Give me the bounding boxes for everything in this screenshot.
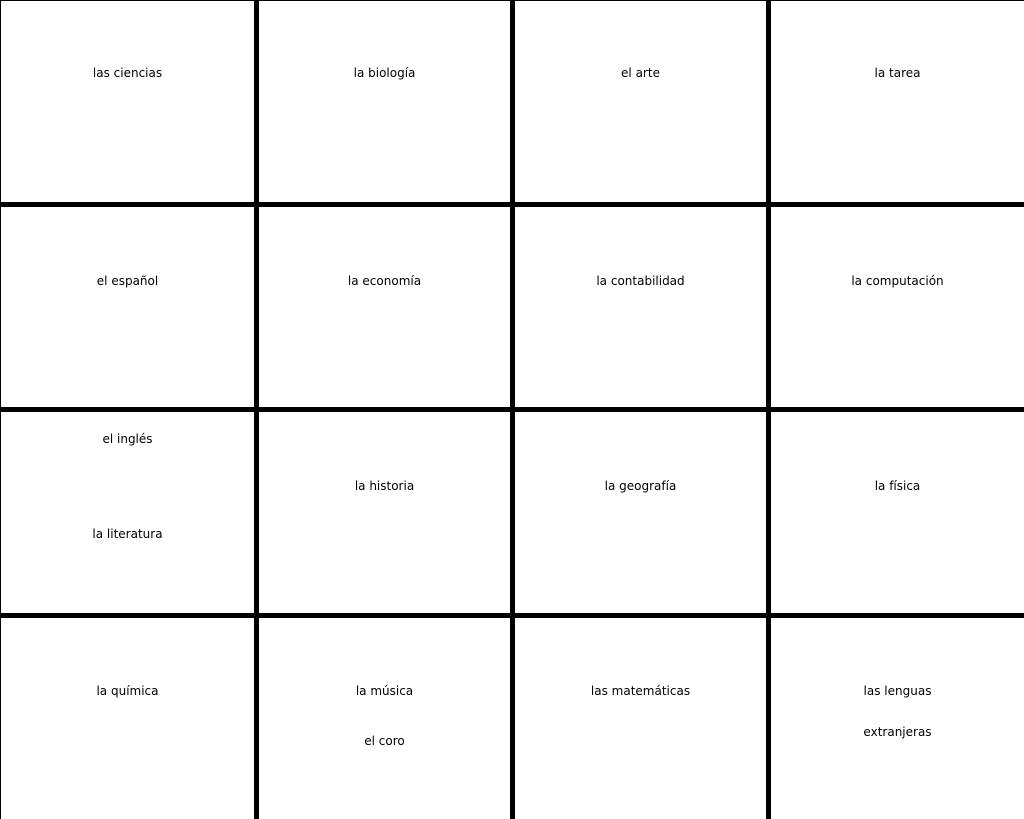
card-cell — [771, 1, 1024, 202]
card-text: el coro — [364, 734, 405, 748]
card-text: la biología — [353, 66, 416, 80]
card-text: la química — [96, 684, 159, 698]
card-text: el inglés — [102, 432, 153, 446]
card-text: las lenguas — [863, 684, 932, 698]
card-cell — [771, 207, 1024, 407]
card-text: extranjeras — [863, 725, 932, 739]
card-text: la contabilidad — [596, 274, 685, 288]
card-text: la geografía — [604, 479, 677, 493]
card-cell — [1, 412, 254, 613]
card-text: la historia — [354, 479, 415, 493]
card-cell — [259, 618, 510, 819]
card-cell — [1, 618, 254, 819]
card-cell — [515, 618, 766, 819]
card-text: la física — [874, 479, 921, 493]
card-text: las matemáticas — [590, 684, 691, 698]
card-cell — [515, 207, 766, 407]
card-cell — [771, 412, 1024, 613]
card-text: el arte — [621, 66, 660, 80]
card-text: el español — [96, 274, 159, 288]
card-text: la economía — [347, 274, 422, 288]
card-cell — [259, 1, 510, 202]
card-text: las ciencias — [92, 66, 163, 80]
card-cell — [259, 412, 510, 613]
card-cell — [771, 618, 1024, 819]
card-cell — [515, 1, 766, 202]
card-cell — [259, 207, 510, 407]
card-cell — [1, 1, 254, 202]
card-text: la tarea — [874, 66, 921, 80]
card-cell — [1, 207, 254, 407]
card-text: la música — [355, 684, 414, 698]
card-text: la computación — [851, 274, 944, 288]
card-cell — [515, 412, 766, 613]
card-text: la literatura — [92, 527, 163, 541]
